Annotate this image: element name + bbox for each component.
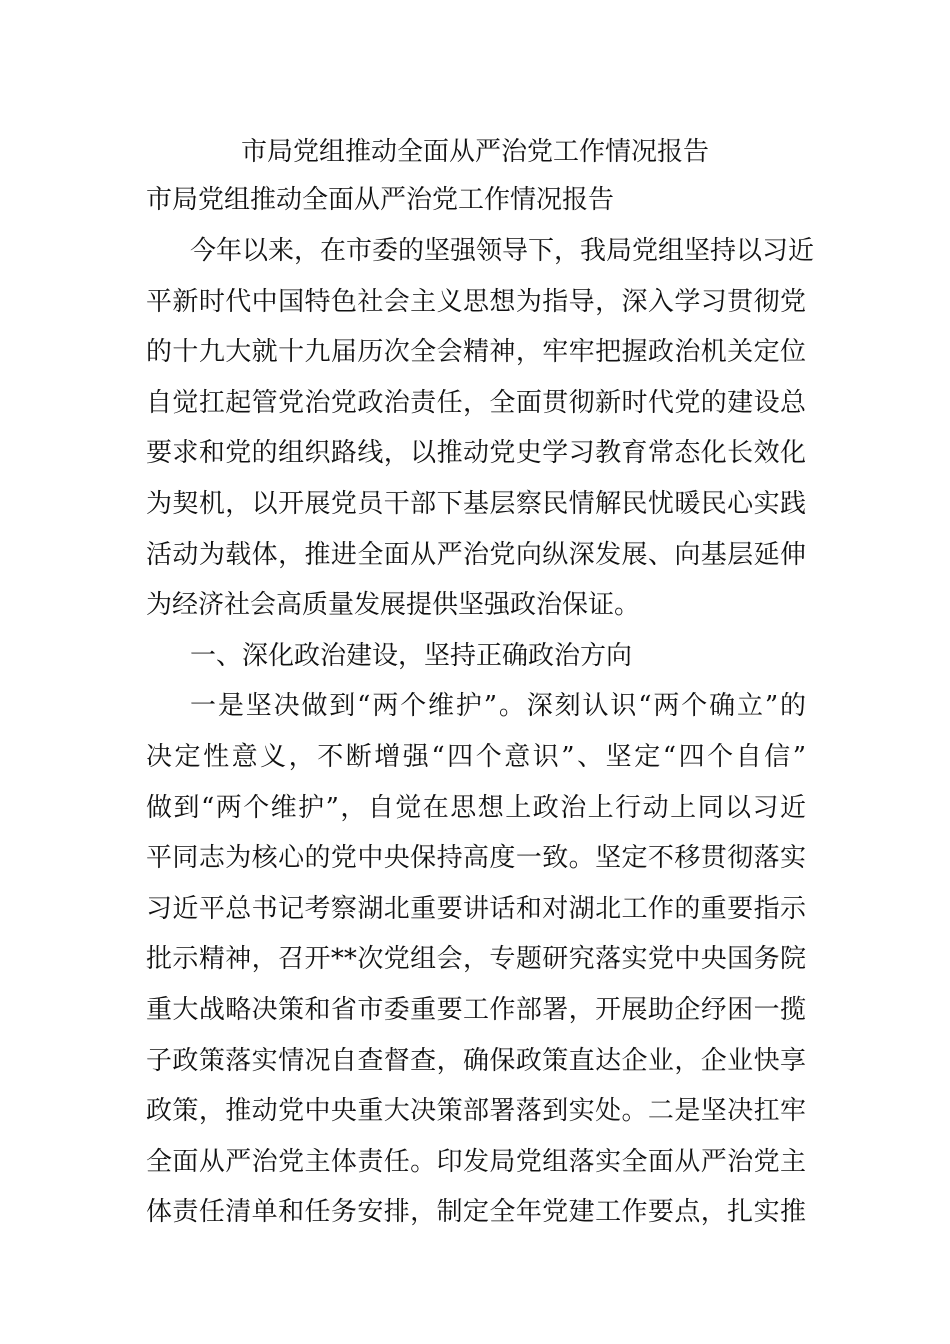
section-heading: 一、深化政治建设，坚持正确政治方向 xyxy=(190,640,633,671)
paragraph-line: 活动为载体，推进全面从严治党向纵深发展、向基层延伸 xyxy=(146,539,806,570)
document-title: 市局党组推动全面从严治党工作情况报告 xyxy=(240,137,709,167)
paragraph-line: 重大战略决策和省市委重要工作部署，开展助企纾困一揽 xyxy=(146,994,806,1025)
paragraph-line: 做到“两个维护”，自觉在思想上政治上行动上同以习近 xyxy=(146,792,806,823)
document-body xyxy=(146,226,815,1238)
paragraph-line: 为经济社会高质量发展提供坚强政治保证。 xyxy=(146,590,641,621)
paragraph-line: 平新时代中国特色社会主义思想为指导，深入学习贯彻党 xyxy=(146,286,806,317)
paragraph-line: 全面从严治党主体责任。印发局党组落实全面从严治党主 xyxy=(146,1146,806,1177)
paragraph-line: 平同志为核心的党中央保持高度一致。坚定不移贯彻落实 xyxy=(146,843,806,874)
paragraph-line: 批示精神，召开**次党组会，专题研究落实党中央国务院 xyxy=(146,944,806,975)
paragraph-line: 决定性意义，不断增强“四个意识”、坚定“四个自信” xyxy=(146,741,806,772)
paragraph-line: 习近平总书记考察湖北重要讲话和对湖北工作的重要指示 xyxy=(146,893,806,924)
paragraph-line: 一是坚决做到“两个维护”。深刻认识“两个确立”的 xyxy=(190,691,806,722)
paragraph-line: 的十九大就十九届历次全会精神，牢牢把握政治机关定位 xyxy=(146,337,806,368)
document-subtitle: 市局党组推动全面从严治党工作情况报告 xyxy=(146,185,615,215)
paragraph-line: 子政策落实情况自查督查，确保政策直达企业，企业快享 xyxy=(146,1045,806,1076)
paragraph-line: 政策，推动党中央重大决策部署落到实处。二是坚决扛牢 xyxy=(146,1096,806,1127)
paragraph-line: 自觉扛起管党治党政治责任，全面贯彻新时代党的建设总 xyxy=(146,387,806,418)
paragraph-line: 体责任清单和任务安排，制定全年党建工作要点，扎实推 xyxy=(146,1197,806,1228)
paragraph-line: 为契机，以开展党员干部下基层察民情解民忧暖民心实践 xyxy=(146,488,806,519)
paragraph-line: 今年以来，在市委的坚强领导下，我局党组坚持以习近 xyxy=(190,236,815,266)
paragraph-line: 要求和党的组织路线，以推动党史学习教育常态化长效化 xyxy=(146,438,806,469)
